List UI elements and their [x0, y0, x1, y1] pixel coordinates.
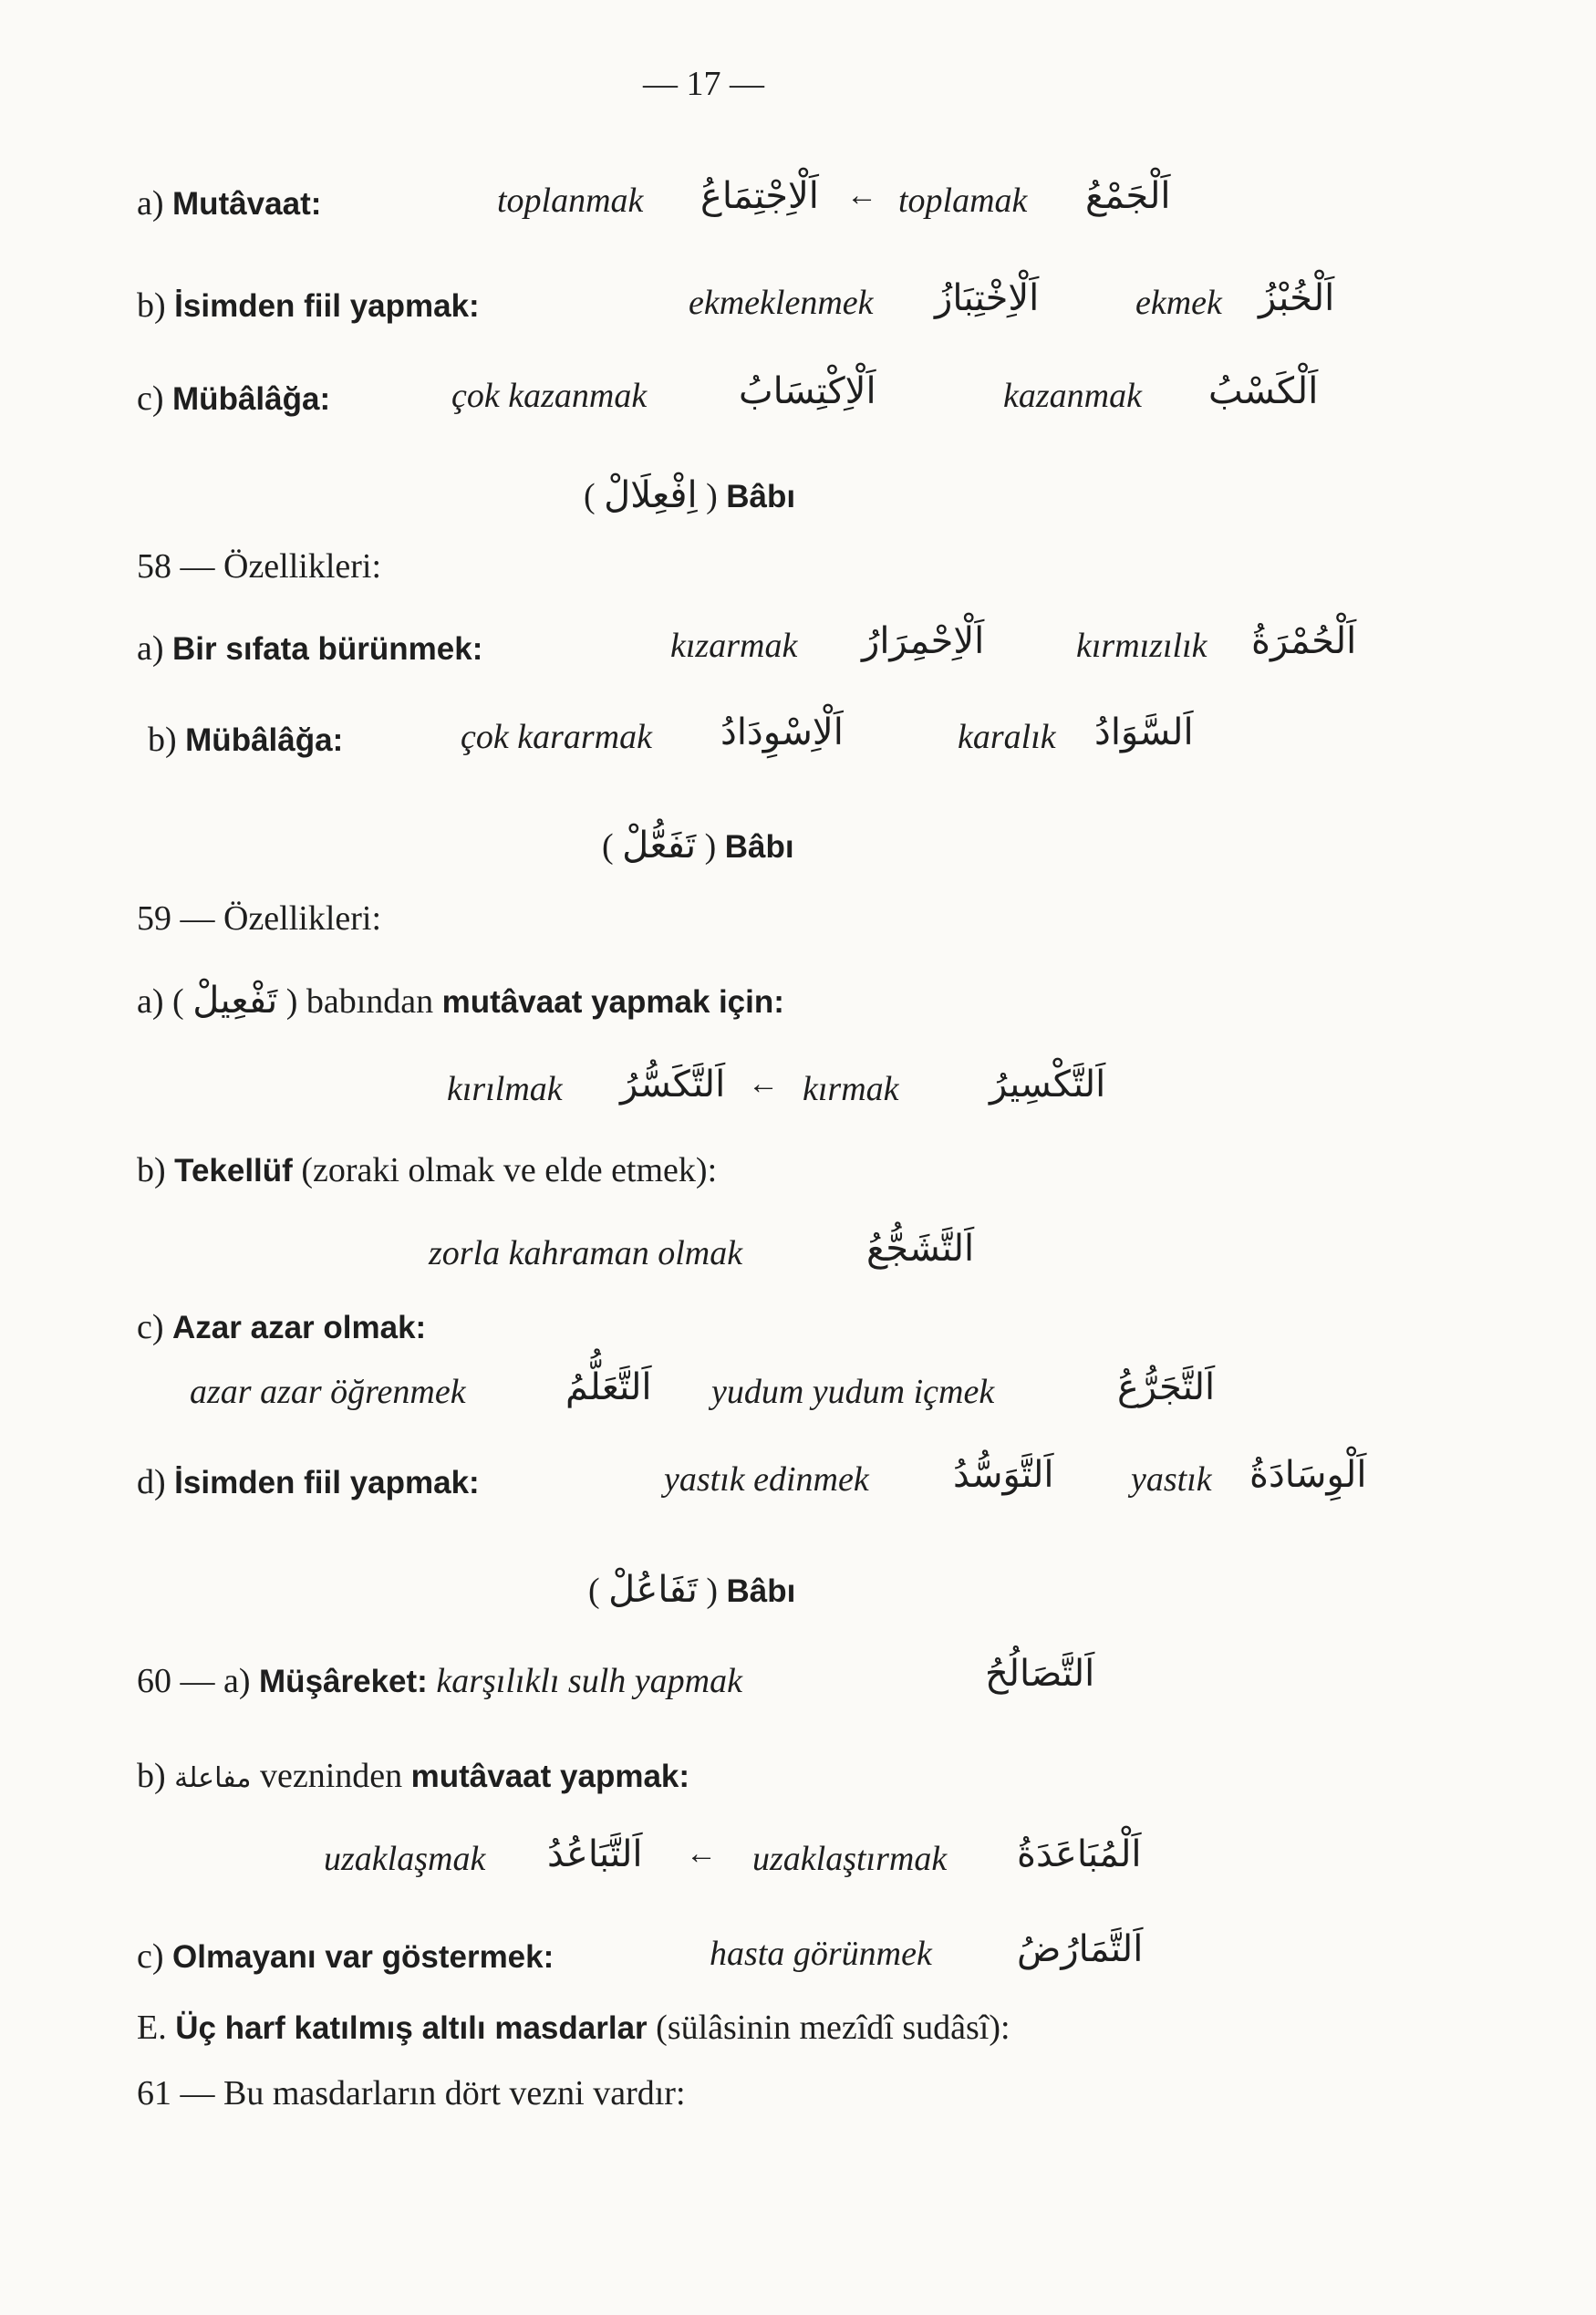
meaning: kazanmak — [1003, 377, 1142, 415]
term: Üç harf katılmış altılı masdarlar — [175, 2010, 648, 2046]
section-61: 61 — Bu masdarların dört vezni vardır: — [137, 2074, 686, 2113]
arabic-word: اَلْحُمْرَةُ — [1251, 620, 1357, 662]
paren-open: ( — [588, 1572, 600, 1610]
meaning: karalık — [958, 718, 1056, 756]
text: (sülâsinin mezîdî sudâsî): — [656, 2009, 1010, 2047]
paren-open: ( — [602, 827, 614, 866]
item-label: d) — [137, 1463, 166, 1501]
term: Bir sıfata bürünmek: — [172, 631, 483, 667]
meaning: azar azar öğrenmek — [190, 1373, 466, 1411]
row-tekelluf — [137, 1147, 717, 1194]
paren-close: ) — [706, 477, 718, 515]
arabic-word: اَلتَّشَجُّعُ — [866, 1228, 975, 1270]
bab-word: Bâbı — [724, 829, 794, 865]
arabic-word: اَلْكَسْبُ — [1208, 370, 1319, 412]
paren-close: ) — [704, 827, 717, 866]
meaning: uzaklaşmak — [324, 1840, 486, 1878]
arabic-word: اَلْاِجْتِمَاعُ — [700, 175, 819, 217]
item-label: c) — [137, 379, 164, 418]
meaning: zorla kahraman olmak — [429, 1234, 743, 1272]
arabic-word: تَفَاعُلْ — [608, 1569, 698, 1611]
item-label: c) — [137, 1308, 164, 1346]
arabic-word: اِفْعِلَالْ — [604, 474, 698, 516]
meaning: çok kararmak — [461, 718, 652, 756]
arabic-word: تَفْعِيلْ — [192, 980, 278, 1022]
item-label: c) — [137, 1937, 164, 1976]
bab-heading — [584, 472, 795, 520]
item-label: a) — [137, 629, 164, 668]
meaning: ekmeklenmek — [689, 284, 874, 322]
bab-heading — [588, 1567, 795, 1614]
term: İsimden fiil yapmak: — [174, 288, 480, 324]
term: mutâvaat yapmak — [441, 984, 710, 1020]
meaning: toplamak — [898, 182, 1028, 220]
meaning: yastık edinmek — [664, 1460, 869, 1499]
meaning: kırılmak — [447, 1070, 563, 1108]
term: Mübâlâğa: — [185, 722, 344, 758]
item-label: a) — [223, 1662, 251, 1700]
meaning: karşılıklı sulh yapmak — [436, 1662, 742, 1700]
arrow: ← — [686, 1837, 717, 1871]
section-number: 60 — — [137, 1662, 215, 1700]
arabic-word: اَلْمُبَاعَدَةُ — [1017, 1833, 1142, 1875]
arabic-word: اَلتَّكَسُّرُ — [620, 1064, 726, 1106]
text: vezninden — [259, 1757, 403, 1795]
paren-open: ( — [584, 477, 596, 515]
term: mutâvaat yapmak: — [410, 1759, 690, 1794]
item-label: a) — [137, 184, 164, 223]
item-label: E. — [137, 2009, 167, 2047]
arabic-word: اَلْاِسْوِدَادُ — [720, 711, 844, 753]
meaning: çok kazanmak — [451, 377, 648, 415]
row-isimden-fiil-59 — [137, 1459, 480, 1506]
paren-open: ( — [172, 982, 184, 1021]
arabic-word: اَلتَّكْسِيرُ — [990, 1064, 1106, 1106]
row-olmayani-var — [137, 1934, 554, 1980]
row-sifata-burunmek — [137, 626, 482, 672]
item-label: b) — [137, 286, 166, 325]
row-musareket — [137, 1658, 742, 1705]
row-tafil-mutavaat — [137, 978, 784, 1025]
row-mutavaat — [137, 181, 321, 227]
meaning: kızarmak — [670, 627, 798, 665]
row-isimden-fiil — [137, 283, 480, 329]
meaning: toplanmak — [497, 182, 644, 220]
arabic-word: اَلتَّبَاعُدُ — [547, 1833, 643, 1875]
item-label: a) — [137, 982, 164, 1021]
arrow: ← — [846, 179, 877, 213]
section-heading: 59 — Özellikleri: — [137, 899, 382, 938]
meaning: ekmek — [1135, 284, 1222, 322]
term: Azar azar olmak: — [172, 1310, 427, 1345]
arabic-word: اَلْاِخْتِبَازُ — [935, 277, 1040, 319]
paren-close: ) — [285, 982, 298, 1021]
arabic-word: اَلتَّوَسُّدُ — [953, 1454, 1054, 1496]
arabic-word: تَفَعُّلْ — [622, 825, 697, 867]
row-azar-azar — [137, 1304, 426, 1351]
paren-close: ) — [706, 1572, 719, 1610]
arabic-word: اَلْاِكْتِسَابُ — [739, 370, 876, 412]
bab-heading — [602, 823, 794, 870]
term: Mutâvaat: — [172, 186, 322, 222]
term: İsimden fiil yapmak: — [174, 1465, 480, 1500]
arabic-word: اَلْخُبْزُ — [1259, 277, 1335, 319]
section-heading: 58 — Özellikleri: — [137, 547, 382, 586]
term: Müşâreket: — [259, 1664, 428, 1699]
arabic-word: اَلْجَمْعُ — [1085, 175, 1171, 217]
meaning: yudum yudum içmek — [711, 1373, 995, 1411]
text: (zoraki olmak ve elde etmek): — [301, 1151, 718, 1189]
arabic-word: اَلتَّصَالُحُ — [985, 1653, 1095, 1695]
bab-word: Bâbı — [726, 479, 796, 514]
arabic-word: اَلتَّعَلُّمُ — [565, 1366, 652, 1408]
page-number: — 17 — — [643, 65, 764, 103]
row-mubalaga-58 — [148, 717, 343, 763]
arabic-word: اَلْاِحْمِرَارُ — [862, 620, 985, 662]
meaning: kırmak — [803, 1070, 899, 1108]
row-mufaala — [137, 1753, 689, 1801]
arabic-word: اَلْوِسَادَةُ — [1249, 1454, 1367, 1496]
row-mubalaga — [137, 376, 330, 422]
term: Tekellüf — [174, 1153, 293, 1189]
term: Olmayanı var göstermek: — [172, 1939, 554, 1975]
meaning: yastık — [1131, 1460, 1212, 1499]
item-label: b) — [137, 1151, 166, 1189]
arrow: ← — [748, 1067, 779, 1101]
term: Mübâlâğa: — [172, 381, 331, 417]
meaning: kırmızılık — [1076, 627, 1207, 665]
item-label: b) — [148, 721, 177, 759]
arabic-word: اَلسَّوَادُ — [1094, 711, 1194, 753]
arabic-word: مفاعلة — [174, 1762, 252, 1794]
item-label: b) — [137, 1757, 166, 1795]
bab-word: Bâbı — [726, 1573, 796, 1609]
meaning: uzaklaştırmak — [752, 1840, 948, 1878]
section-e — [137, 2005, 1010, 2051]
meaning: hasta görünmek — [710, 1935, 932, 1973]
arabic-word: اَلتَّجَرُّعُ — [1117, 1366, 1216, 1408]
arabic-word: اَلتَّمَارُضُ — [1017, 1928, 1144, 1970]
text: için: — [718, 984, 784, 1020]
text: babından — [306, 982, 434, 1021]
